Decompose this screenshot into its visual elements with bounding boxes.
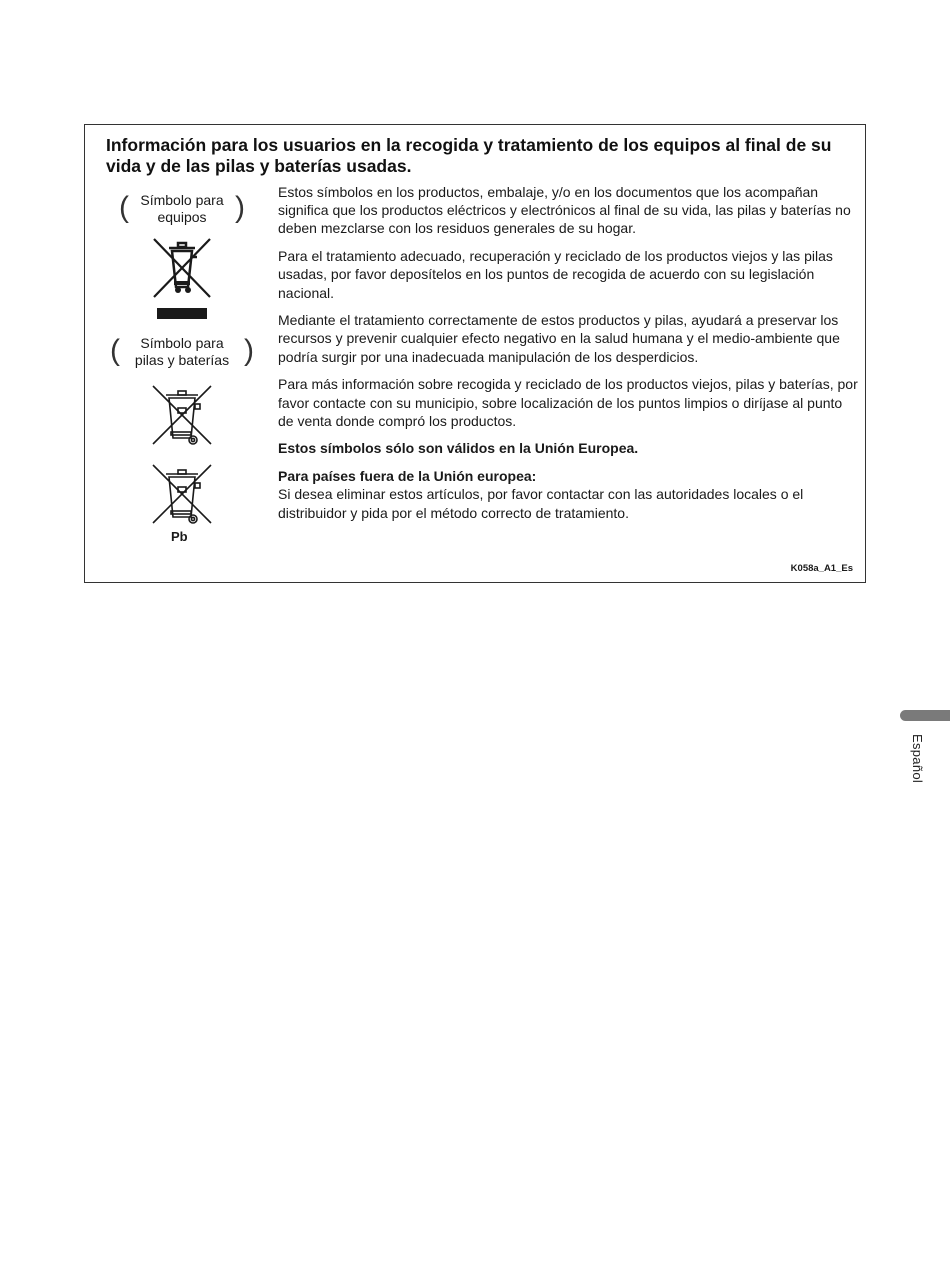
battery-symbol-caption: ( Símbolo para pilas y baterías ) [110, 334, 254, 368]
paragraph-treatment: Para el tratamiento adecuado, recuperación y reciclado de los productos viejos y las pilas usadas, por favor deposítelos en los puntos de recogida de acuerdo con su legislación nacional. [278, 248, 833, 301]
notice-title: Información para los usuarios en la recogida y tratamiento de los equipos al final de su vida y de las pilas y baterías usadas. [106, 135, 832, 176]
equipment-caption-line2: equipos [157, 209, 207, 225]
crossed-out-battery-bin-icon [149, 382, 215, 448]
pb-label: Pb [171, 529, 188, 544]
eu-only-statement: Estos símbolos sólo son válidos en la Unión Europea. [278, 440, 639, 457]
crossed-out-wheelie-bin-icon [150, 235, 214, 301]
equipment-caption-line1: Símbolo para [140, 192, 224, 208]
paragraph-symbols-meaning: Estos símbolos en los productos, embalaje, y/o en los documentos que los acompañan significa que los productos eléctricos y electrónicos al final de su vida, las pilas y baterías no deben mezclarse con los residuos generales de su hogar. [278, 184, 851, 237]
crossed-out-lead-battery-bin-icon [149, 461, 215, 527]
document-code: K058a_A1_Es [790, 563, 853, 574]
outside-eu-text: Si desea eliminar estos artículos, por favor contactar con las autoridades locales o el distribuidor y pida por el método correcto de tratamiento. [278, 486, 804, 521]
symbols-column [105, 187, 259, 557]
paragraph-more-info: Para más información sobre recogida y reciclado de los productos viejos, pilas y baterías, por favor contacte con su municipio, sobre localización de los puntos limpios o diríjase al punto de venta donde compró los productos. [278, 376, 858, 429]
battery-caption-line2: pilas y baterías [134, 352, 230, 368]
outside-eu-heading: Para países fuera de la Unión europea: [278, 468, 537, 485]
weee-notice-box [84, 124, 866, 583]
equipment-symbol-caption: ( Símbolo para equipos ) [119, 191, 245, 225]
paragraph-preservation: Mediante el tratamiento correctamente de estos productos y pilas, ayudará a preservar los recursos y prevenir cualquier efecto negativo en la salud humana y el medio-ambiente que podría surgir por una inadecuada manipulación de los desperdicios. [278, 312, 840, 365]
notice-text-column [278, 183, 858, 531]
language-tab-marker [900, 710, 950, 721]
language-tab-label: Español [910, 734, 925, 784]
battery-caption-line1: Símbolo para [140, 335, 224, 351]
date-bar-symbol [157, 308, 207, 319]
